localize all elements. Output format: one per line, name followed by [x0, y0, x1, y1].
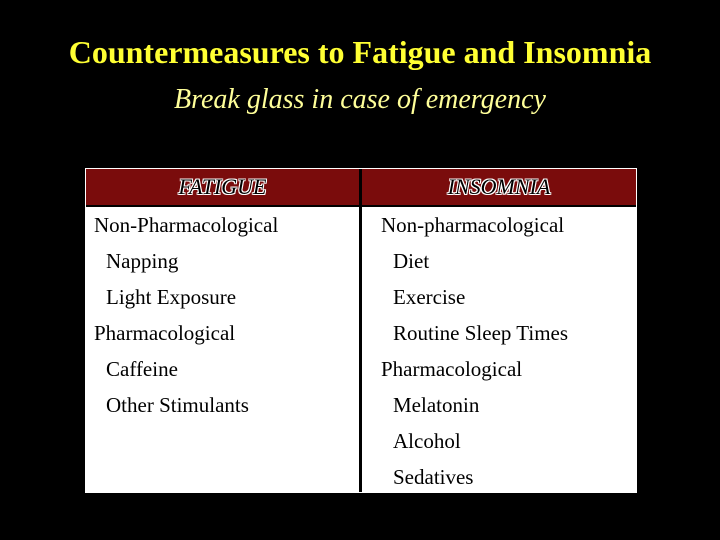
fatigue-line: Napping [106, 249, 179, 273]
fatigue-line: Pharmacological [94, 321, 236, 345]
countermeasures-table [85, 168, 637, 493]
insomnia-line: Sedatives [393, 465, 474, 489]
slide-subtitle: Break glass in case of emergency [174, 84, 546, 115]
insomnia-line: Melatonin [393, 393, 480, 417]
insomnia-line: Routine Sleep Times [393, 321, 569, 345]
fatigue-column [94, 207, 278, 423]
insomnia-line: Exercise [393, 285, 466, 309]
fatigue-header: FATIGUE [178, 174, 267, 199]
column-divider [359, 169, 362, 492]
insomnia-header: INSOMNIA [447, 174, 551, 199]
fatigue-line: Non-Pharmacological [94, 213, 279, 237]
insomnia-column [381, 207, 568, 495]
insomnia-line: Diet [393, 249, 430, 273]
insomnia-line: Alcohol [393, 429, 461, 453]
insomnia-line: Pharmacological [381, 357, 523, 381]
insomnia-line: Non-pharmacological [381, 213, 565, 237]
slide-title: Countermeasures to Fatigue and Insomnia [68, 34, 652, 70]
fatigue-line: Other Stimulants [106, 393, 249, 417]
fatigue-line: Caffeine [106, 357, 178, 381]
fatigue-line: Light Exposure [106, 285, 237, 309]
